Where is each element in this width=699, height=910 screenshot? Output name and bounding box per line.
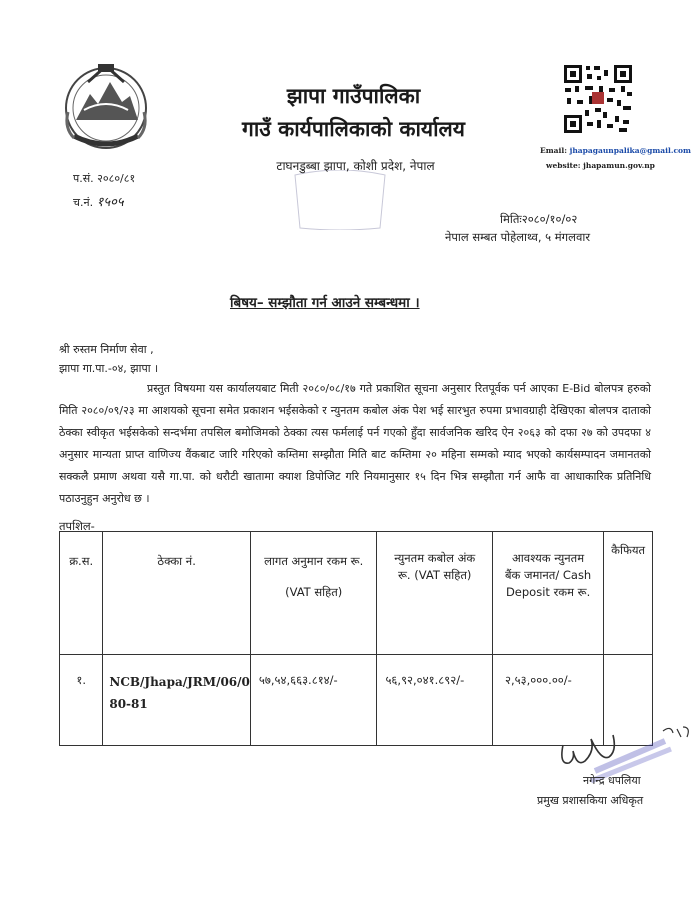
header-estimate-line2: (VAT सहित) [285, 585, 343, 599]
qr-code [563, 64, 633, 134]
office-email [540, 146, 691, 155]
cell-guarantee: २,५३,०००.००/- [492, 655, 603, 746]
chalani-value: १५०५ [96, 195, 124, 210]
header-estimate [250, 532, 377, 655]
chalani-number [73, 192, 124, 210]
signatory-title: प्रमुख प्रशासकिया अधिकृत [537, 794, 644, 807]
date-miti: मितिः२०८०/१०/०२ [500, 212, 578, 226]
header-estimate-line1: लागत अनुमान रकम रू. [264, 554, 364, 568]
cell-sn: १. [60, 655, 103, 746]
header-contract-no: ठेक्का नं. [103, 532, 251, 655]
office-stamp [290, 170, 390, 230]
recipient-address: झापा गा.पा.-०४, झापा । [59, 362, 159, 375]
patra-sankhya: प.सं. २०८०/८१ [73, 172, 136, 185]
details-table [59, 531, 653, 746]
cell-contract-no [103, 655, 251, 746]
header-sn: क्र.स. [60, 532, 103, 655]
recipient-name: श्री रुस्तम निर्माण सेवा , [59, 343, 154, 356]
header-guarantee-line1: आवश्यक न्युनतम [512, 551, 585, 565]
office-title: गाउँ कार्यपालिकाको कार्यालय [242, 117, 465, 141]
office-website[interactable]: website: jhapamun.gov.np [546, 161, 655, 170]
office-address: टाघनडुब्बा झापा, कोशी प्रदेश, नेपाल [276, 159, 435, 173]
cell-estimate: ५७,५४,६६३.८१४/- [250, 655, 377, 746]
header-guarantee-line3: Deposit रकम रू. [505, 585, 591, 599]
header-bid-line2: रू. (VAT सहित) [398, 568, 472, 582]
chalani-label: च.नं. [73, 196, 94, 209]
contract-no-line2: 80-81 [109, 697, 148, 711]
email-label: Email: [540, 146, 567, 155]
cell-bid: ५६,९२,०४१.८९२/- [377, 655, 493, 746]
date-nepal-sambat: नेपाल सम्बत पोहेलाथ्व, ५ मंगलवार [445, 230, 591, 244]
header-remarks: कैफियत [604, 532, 653, 655]
signatory-name: नगेन्द्र धपलिया [583, 774, 641, 787]
body-paragraph: प्रस्तुत विषयमा यस कार्यालयबाट मिती २०८०/०८/१७ गते प्रकाशित सूचना अनुसार रितपूर्वक पर्न आएका E-Bid बोलपत्र हरुको मिति २०८०/०९/२३ मा आशयको सूचना समेत प्रकाशन भईसकेको र न्युनतम कबोल अंक पेश भई सारभुत रुपमा प्रभावग्राही देखिएका बोलपत्र दाताको ठेक्का स्वीकृत भईसकेको सन्दर्भमा तपसिल बमोजिमको ठेक्का त्यस फर्मलाई पर्न गएको हुँदा सार्वजनिक खरिद ऐन २०६३ को दफा २७ को उपदफा ४ अनुसार मान्यता प्राप्त वाणिज्य वैंकबाट जारि गरिएको कम्तिमा सम्झौता मिति बाट कम्तिमा २० महिना सम्मको म्याद भएको कार्यसम्पादन जमानतको सक्कलै प्रमाण अथवा यसै गा.पा. को धरौटी खातामा क्याश डिपोजिट गरि नियमानुसार १५ दिन भित्र सम्झौता गर्न आफै वा आधाकारिक प्रतिनिधि पठाउनुहुन अनुरोध छ । [59, 382, 651, 505]
table-header-row [60, 532, 653, 655]
header-bid [377, 532, 493, 655]
letter-subject: बिषय– सम्झौता गर्न आउने सम्बन्धमा । [230, 295, 420, 311]
email-link[interactable]: jhapagaunpalika@gmail.com [569, 146, 691, 155]
office-name: झापा गाउँपालिका [286, 84, 421, 108]
header-guarantee [492, 532, 603, 655]
contract-no-line1: NCB/Jhapa/JRM/06/0 [109, 675, 250, 689]
header-bid-line1: न्युनतम कबोल अंक [394, 551, 476, 565]
letter-body [59, 378, 651, 510]
table-title: तपशिल- [59, 519, 95, 533]
header-guarantee-line2: बैंक जमानत/ Cash [504, 568, 592, 582]
